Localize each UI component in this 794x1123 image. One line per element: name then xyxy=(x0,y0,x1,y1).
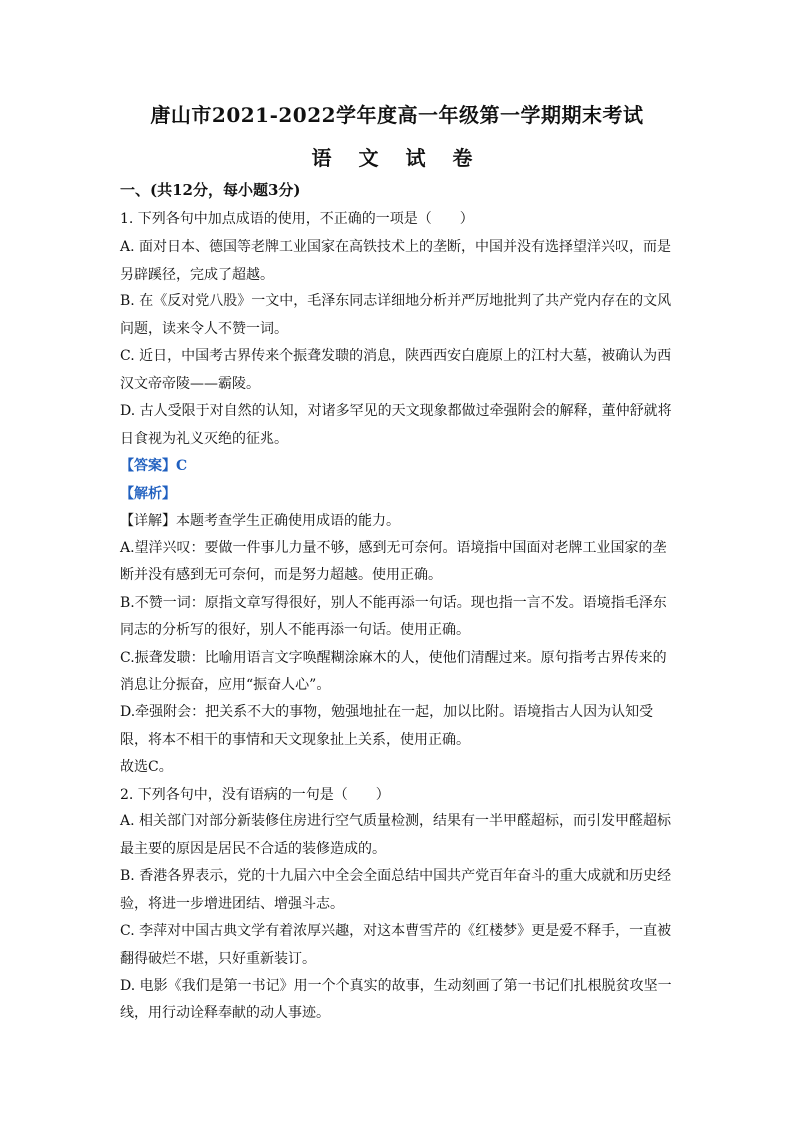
detail-d-cont: 限，将本不相干的事情和天文现象扯上关系，使用正确。 xyxy=(120,732,470,748)
question-1-option-a: A. 面对日本、德国等老牌工业国家在高铁技术上的垄断，中国并没有选择望洋兴叹，而是 xyxy=(120,239,672,255)
page-subtitle: 语 文 试 卷 xyxy=(311,146,483,170)
detail-intro: 【详解】本题考查学生正确使用成语的能力。 xyxy=(120,513,400,529)
question-2-option-b: B. 香港各界表示，党的十九届六中全会全面总结中国共产党百年奋斗的重大成就和历史经 xyxy=(120,868,672,884)
question-2-option-c: C. 李萍对中国古典文学有着浓厚兴趣，对这本曹雪芹的《红楼梦》更是爱不释手，一直被 xyxy=(120,923,672,939)
question-2-stem: 2. 下列各句中，没有语病的一句是（ ） xyxy=(120,787,390,803)
detail-a-cont: 断并没有感到无可奈何，而是努力超越。使用正确。 xyxy=(120,567,442,583)
question-1-option-c: C. 近日，中国考古界传来个振聋发聩的消息，陕西西安白鹿原上的江村大墓，被确认为西 xyxy=(120,348,672,364)
section-heading: 一、(共12分，每小题3分) xyxy=(120,181,301,199)
question-1-option-c-cont: 汉文帝帝陵——霸陵。 xyxy=(120,376,260,392)
question-2-option-a: A. 相关部门对部分新装修住房进行空气质量检测，结果有一半甲醛超标，而引发甲醛超标 xyxy=(120,813,672,829)
conclusion: 故选C。 xyxy=(120,759,173,775)
question-2-option-d-cont: 线，用行动诠释奉献的动人事迹。 xyxy=(120,1005,330,1021)
analysis-tag: 【解析】 xyxy=(120,486,176,502)
detail-a: A.望洋兴叹：要做一件事儿力量不够，感到无可奈何。语境指中国面对老牌工业国家的垄 xyxy=(120,540,667,556)
question-2-option-a-cont: 最主要的原因是居民不合适的装修造成的。 xyxy=(120,841,386,857)
detail-c-cont: 消息让分振奋，应用“振奋人心”。 xyxy=(120,677,331,693)
question-1-stem: 1. 下列各句中加点成语的使用，不正确的一项是（ ） xyxy=(120,211,474,227)
question-1-option-b-cont: 问题，读来令人不赞一词。 xyxy=(120,321,288,337)
question-1-option-b: B. 在《反对党八股》一文中，毛泽东同志详细地分析并严厉地批判了共产党内存在的文风 xyxy=(120,293,672,309)
detail-b-cont: 同志的分析写的很好，别人不能再添一句话。使用正确。 xyxy=(120,622,470,638)
question-1-option-d: D. 古人受限于对自然的认知，对诸多罕见的天文现象都做过牵强附会的解释，董仲舒就将 xyxy=(120,403,672,419)
question-2-option-d: D. 电影《我们是第一书记》用一个个真实的故事，生动刻画了第一书记们扎根脱贫攻坚一 xyxy=(120,978,672,994)
detail-c: C.振聋发聩：比喻用语言文字唤醒糊涂麻木的人，使他们清醒过来。原句指考古界传来的 xyxy=(120,650,667,666)
question-2-option-c-cont: 翻得破烂不堪，只好重新装订。 xyxy=(120,951,316,967)
page-title: 唐山市2021-2022学年度高一年级第一学期期末考试 xyxy=(150,103,644,127)
question-1-option-a-cont: 另辟蹊径，完成了超越。 xyxy=(120,267,274,283)
detail-d: D.牵强附会：把关系不大的事物，勉强地扯在一起，加以比附。语境指古人因为认知受 xyxy=(120,704,654,720)
question-1-option-d-cont: 日食视为礼义灭绝的征兆。 xyxy=(120,431,288,447)
question-2-option-b-cont: 验，将进一步增进团结、增强斗志。 xyxy=(120,896,344,912)
answer-tag: 【答案】C xyxy=(120,458,188,474)
detail-b: B.不赞一词：原指文章写得很好，别人不能再添一句话。现也指一言不发。语境指毛泽东 xyxy=(120,595,667,611)
